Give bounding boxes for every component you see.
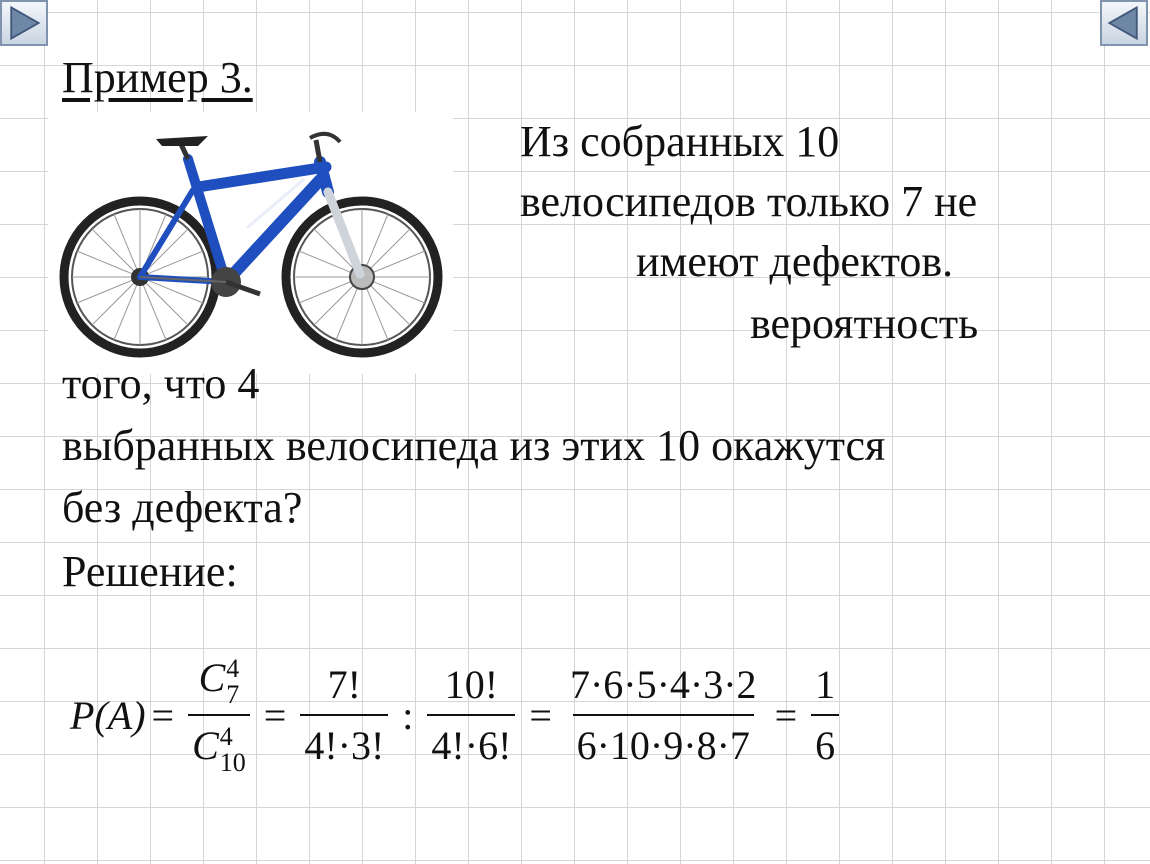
fraction-factorial-1 [300,661,388,769]
index-sup: 4 [226,654,240,683]
division-colon: : [402,692,414,738]
probability-formula [70,650,847,780]
fraction-denominator: 6·10·9·8·7 [573,714,754,769]
fraction-result [811,661,839,769]
fraction-numerator: 7! [327,662,361,707]
play-left-icon [1102,2,1146,44]
fraction-denominator: 4!·3! [300,714,388,769]
fraction-numerator [195,654,244,714]
problem-line-4: вероятность [750,299,979,348]
problem-line-2: велосипедов только 7 не [520,177,978,226]
equals-sign: = [774,692,798,738]
fraction-numerator: 1 [815,662,836,707]
fraction-factorial-2 [427,661,515,769]
problem-line-1: Из собранных 10 [520,117,840,166]
equals-sign: = [263,692,287,738]
solution-label: Решение: [62,547,238,596]
combination-symbol: C [198,655,226,701]
index-sub: 7 [226,680,240,709]
fraction-numerator: 7·6·5·4·3·2 [569,662,757,707]
fraction-product [566,661,761,769]
fraction-denominator [188,714,250,776]
fraction-numerator: 10! [444,662,499,707]
problem-line-7: без дефекта? [62,483,303,532]
problem-line-6: выбранных велосипеда из этих 10 окажутся [62,421,886,470]
formula-lhs: P(A) [70,692,146,738]
index-sup: 4 [219,721,233,751]
equals-sign: = [529,692,552,738]
bicycle-image [48,112,453,374]
combination-indices [219,721,246,777]
problem-line-3: имеют дефектов. [636,237,954,286]
fraction-combinations [188,654,250,776]
play-right-icon [2,2,46,44]
next-slide-button[interactable] [0,0,48,46]
combination-symbol: C [192,723,219,768]
fraction-denominator: 4!·6! [427,714,515,769]
index-sub: 10 [219,747,246,777]
previous-slide-button[interactable] [1100,0,1148,46]
example-title: Пример 3. [62,53,253,102]
fraction-denominator: 6 [811,714,839,769]
problem-line-5: того, что 4 [62,359,260,408]
combination-indices [226,656,239,708]
equals-sign: = [151,692,175,738]
